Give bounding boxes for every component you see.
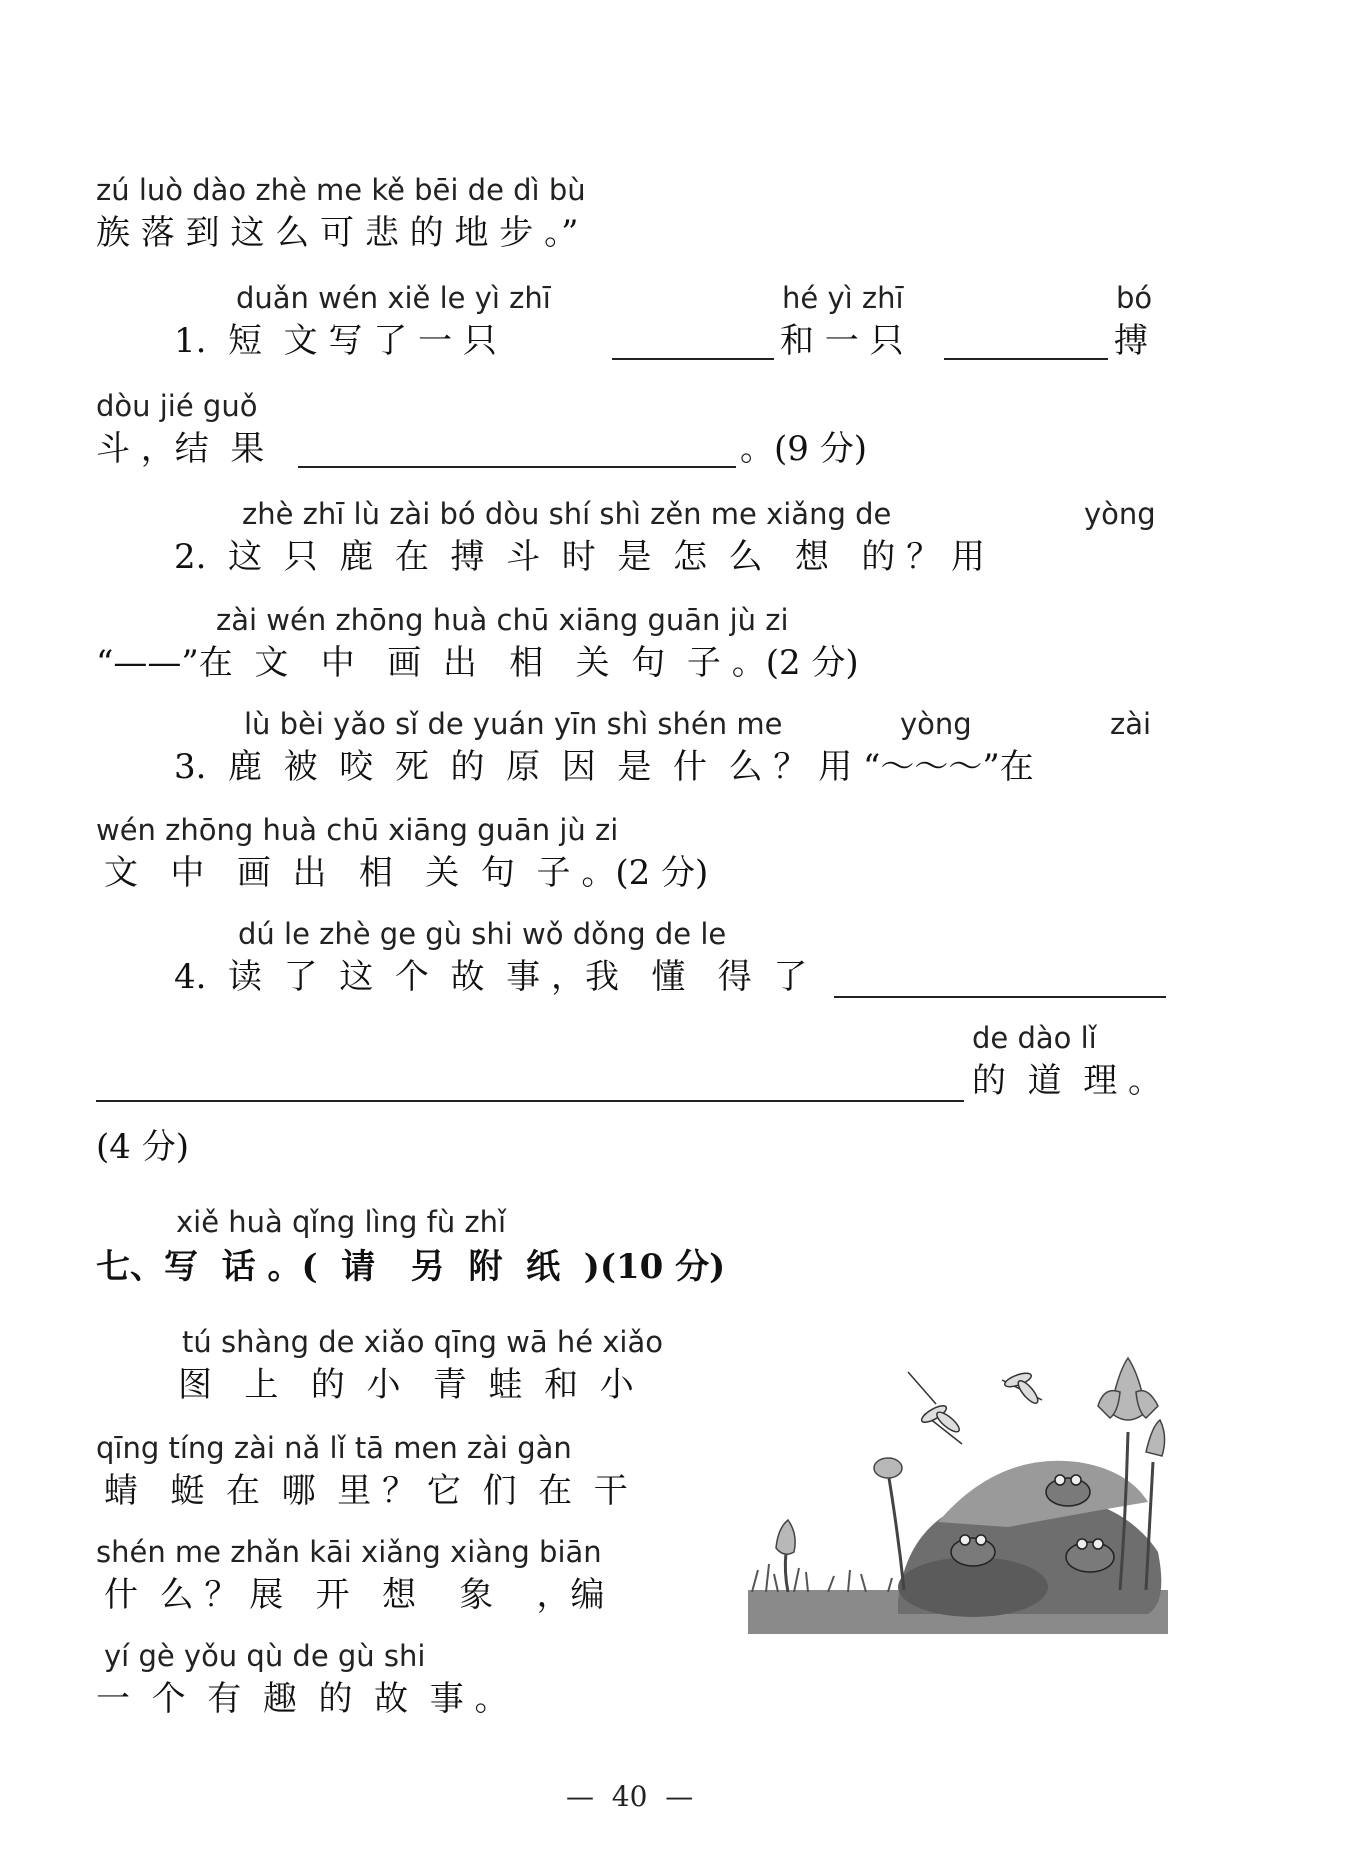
q3-pinyin-c: zài <box>1110 707 1152 741</box>
prompt-line2-pinyin: qīng tíng zài nǎ lǐ tā men zài gàn <box>96 1431 572 1465</box>
section7-pinyin: xiě huà qǐng lìng fù zhǐ <box>176 1205 507 1239</box>
q3-pinyin-2: wén zhōng huà chū xiāng guān jù zi <box>96 813 619 847</box>
q4-text-2: 的 道 理 。 <box>972 1061 1163 1101</box>
page-number: — 40 — <box>566 1780 694 1813</box>
q2-text: 2. 这 只 鹿 在 搏 斗 时 是 怎 么 想 的 ？ 用 <box>174 537 986 577</box>
intro-pinyin: zú luò dào zhè me kě bēi de dì bù <box>96 173 586 207</box>
prompt-line4-text: 一 个 有 趣 的 故 事 。 <box>96 1679 509 1719</box>
q1-text-a: 1. 短 文 写 了 一 只 <box>174 321 497 361</box>
q4-text: 4. 读 了 这 个 故 事 ，我 懂 得 了 <box>174 957 808 997</box>
q1-text-b: 和 一 只 <box>780 321 904 361</box>
prompt-line3-text: 什 么 ？ 展 开 想 象 ，编 <box>104 1575 605 1615</box>
prompt-line2-text: 蜻 蜓 在 哪 里 ？ 它 们 在 干 <box>104 1471 628 1511</box>
prompt-line3-pinyin: shén me zhǎn kāi xiǎng xiàng biān <box>96 1535 602 1569</box>
q1-answer-blank-3[interactable] <box>298 466 736 468</box>
q4-score: (4 分) <box>96 1127 189 1167</box>
q2-pinyin-b: yòng <box>1084 497 1156 531</box>
q1-pinyin-a: duǎn wén xiě le yì zhī <box>236 281 551 315</box>
q4-answer-blank-2[interactable] <box>96 1100 964 1102</box>
frogs-lotus-illustration <box>748 1352 1168 1634</box>
q3-pinyin-b: yòng <box>900 707 972 741</box>
prompt-line1-text: 图 上 的 小 青 蛙 和 小 <box>178 1365 634 1405</box>
q1-score: 。(9 分) <box>740 429 867 469</box>
q2-text-2: “——”在 文 中 画 出 相 关 句 子 。(2 分) <box>96 643 859 683</box>
q1-pinyin-2: dòu jié guǒ <box>96 389 258 423</box>
q3-pinyin: lù bèi yǎo sǐ de yuán yīn shì shén me <box>244 707 783 741</box>
q1-pinyin-b: hé yì zhī <box>782 281 904 315</box>
q1-text-2: 斗 ，结 果 <box>96 429 265 469</box>
q1-answer-blank-2[interactable] <box>944 358 1108 360</box>
section7-title: 七、写 话 。( 请 另 附 纸 )(10 分) <box>96 1247 726 1287</box>
intro-text: 族 落 到 这 么 可 悲 的 地 步 。” <box>96 213 579 253</box>
q2-pinyin-2: zài wén zhōng huà chū xiāng guān jù zi <box>216 603 789 637</box>
q4-pinyin-2: de dào lǐ <box>972 1021 1097 1055</box>
q3-text: 3. 鹿 被 咬 死 的 原 因 是 什 么 ？ 用 “～～～”在 <box>174 747 1034 787</box>
q2-pinyin: zhè zhī lù zài bó dòu shí shì zěn me xiǎng de <box>242 497 892 531</box>
q4-pinyin: dú le zhè ge gù shi wǒ dǒng de le <box>238 917 727 951</box>
q4-answer-blank-1[interactable] <box>834 996 1166 998</box>
q1-answer-blank-1[interactable] <box>612 358 774 360</box>
prompt-line4-pinyin: yí gè yǒu qù de gù shi <box>104 1639 426 1673</box>
q3-text-2: 文 中 画 出 相 关 句 子 。(2 分) <box>104 853 709 893</box>
prompt-line1-pinyin: tú shàng de xiǎo qīng wā hé xiǎo <box>182 1325 664 1359</box>
q1-pinyin-c: bó <box>1116 281 1153 315</box>
q1-text-c: 搏 <box>1114 321 1148 361</box>
